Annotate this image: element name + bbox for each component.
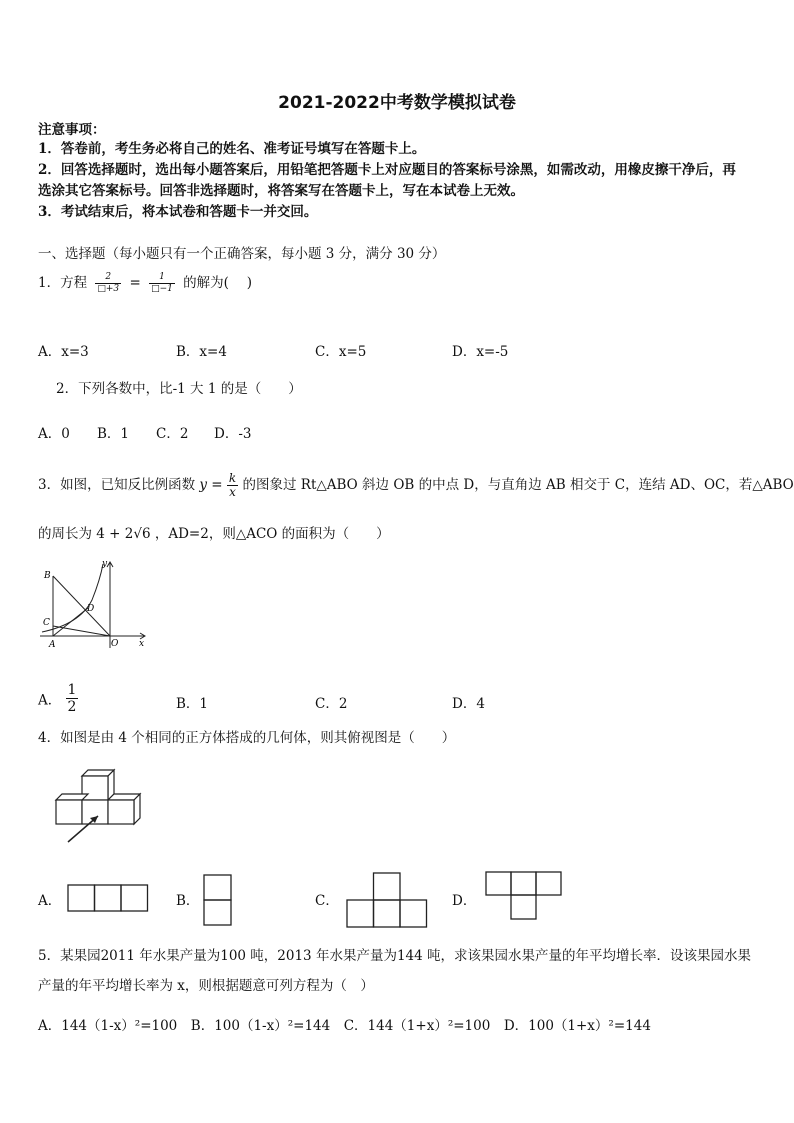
q3-suffix: 的图象过 Rt△ABO 斜边 OB 的中点 D，与直角边 AB 相交于 C，连结 AD、OC，若△ABO [242, 477, 794, 493]
q3-func-den: x [229, 485, 236, 499]
label-y: y [102, 559, 108, 569]
q3-line2-prefix: 的周长为 [38, 526, 92, 542]
q4-cube-figure [52, 766, 152, 846]
b-square-1 [204, 875, 231, 900]
q1-frac1-num: 2 [95, 272, 121, 284]
notice-item-1: 1．答卷前，考生务必将自己的姓名、准考证号填写在答题卡上。 [38, 141, 426, 157]
q3-func-fraction [227, 472, 238, 499]
label-o: O [111, 639, 119, 649]
q3-func-num: k [228, 471, 237, 485]
left-cube-top [56, 794, 88, 800]
hyperbola-curve [42, 564, 103, 632]
left-cube-front [56, 800, 82, 824]
question-4: 4．如图是由 4 个相同的正方体搭成的几何体，则其俯视图是（ ） [38, 730, 456, 746]
c-square-top [374, 873, 401, 900]
question-5-line-2: 产量的年平均增长率为 x，则根据题意可列方程为（ ） [38, 978, 374, 994]
b-square-2 [204, 900, 231, 925]
q2-option-d: D．-3 [214, 426, 252, 442]
notice-heading: 注意事项： [38, 122, 106, 138]
q1-fraction-left [95, 272, 121, 295]
q1-option-c: C．x=5 [315, 344, 367, 360]
q4-option-a-label: A． [38, 893, 62, 909]
a-square-2 [95, 885, 122, 911]
c-square-2 [374, 900, 401, 927]
q1-equals: = [129, 275, 141, 291]
d-square-2 [511, 872, 536, 895]
question-5: 5．某果园2011 年水果产量为100 吨，2013 年水果产量为144 吨，求该果园水果产量的年平均增长率．设该果园水果 [38, 948, 752, 964]
c-square-3 [400, 900, 427, 927]
q4-option-d-label: D． [452, 893, 477, 909]
right-cube-side [134, 794, 140, 824]
q3-figure [40, 560, 150, 650]
question-3 [38, 472, 794, 499]
question-2: 2．下列各数中，比-1 大 1 的是（ ） [56, 381, 302, 397]
d-square-3 [536, 872, 561, 895]
label-x: x [139, 639, 145, 649]
q1-option-d: D．x=-5 [452, 344, 509, 360]
a-square-1 [68, 885, 95, 911]
q1-fraction-right [149, 272, 175, 295]
q3-option-b: B．1 [176, 696, 209, 712]
question-1 [38, 272, 252, 295]
q3-option-d: D．4 [452, 696, 485, 712]
q3-func-y: y = [199, 477, 223, 493]
q1-option-b: B．x=4 [176, 344, 227, 360]
q1-suffix: 的解为( ) [183, 275, 252, 291]
question-3-line-2 [38, 524, 390, 544]
q3-option-c: C．2 [315, 696, 348, 712]
q3-option-a-fraction [66, 682, 79, 715]
exam-title: 2021-2022中考数学模拟试卷 [278, 93, 516, 113]
q3-prefix: 3．如图，已知反比例函数 [38, 477, 196, 493]
notice-item-3: 3．考试结束后，将本试卷和答题卡一并交回。 [38, 204, 318, 220]
q4-option-c-figure [346, 872, 428, 928]
q4-option-b-figure [203, 874, 233, 926]
q2-option-c: C．2 [156, 426, 189, 442]
notice-item-2: 2．回答选择题时，选出每小题答案后，用铅笔把答题卡上对应题目的答案标号涂黑，如需改动，用橡皮擦干净后，再 [38, 162, 736, 178]
q1-frac1-den: □+3 [97, 284, 120, 294]
q1-frac2-num: 1 [149, 272, 175, 284]
label-a: A [49, 640, 56, 650]
section-heading: 一、选择题（每小题只有一个正确答案，每小题 3 分，满分 30 分） [38, 246, 446, 262]
q1-option-a: A．x=3 [38, 344, 89, 360]
q3-perimeter: 4 + 2√6 [96, 526, 151, 542]
q4-option-c-label: C． [315, 893, 339, 909]
q2-option-a: A．0 [38, 426, 70, 442]
q4-option-b-label: B． [176, 893, 200, 909]
q3-option-a-label: A． [38, 692, 62, 709]
q5-options: A．144（1-x）²=100 B．100（1-x）²=144 C．144（1+x）²=100 D．100（1+x）²=144 [38, 1018, 651, 1034]
q4-option-a-figure [67, 884, 149, 912]
label-b: B [44, 571, 51, 581]
d-square-1 [486, 872, 511, 895]
q3-option-a [38, 682, 78, 715]
label-d: D [87, 604, 95, 614]
d-square-bottom [511, 895, 536, 919]
q1-prefix: 1．方程 [38, 275, 88, 291]
q3-option-a-den: 2 [67, 699, 77, 715]
q1-frac2-den: □−1 [151, 284, 173, 294]
q3-line2-suffix: ，AD=2，则△ACO 的面积为（ ） [154, 526, 390, 542]
right-cube-front [108, 800, 134, 824]
notice-item-2-cont: 选涂其它答案标号。回答非选择题时，将答案写在答题卡上，写在本试卷上无效。 [38, 183, 524, 199]
c-square-1 [347, 900, 374, 927]
q4-option-d-figure [485, 871, 567, 921]
label-c: C [43, 618, 50, 628]
a-square-3 [121, 885, 148, 911]
q3-option-a-num: 1 [67, 682, 77, 698]
q2-option-b: B．1 [97, 426, 130, 442]
